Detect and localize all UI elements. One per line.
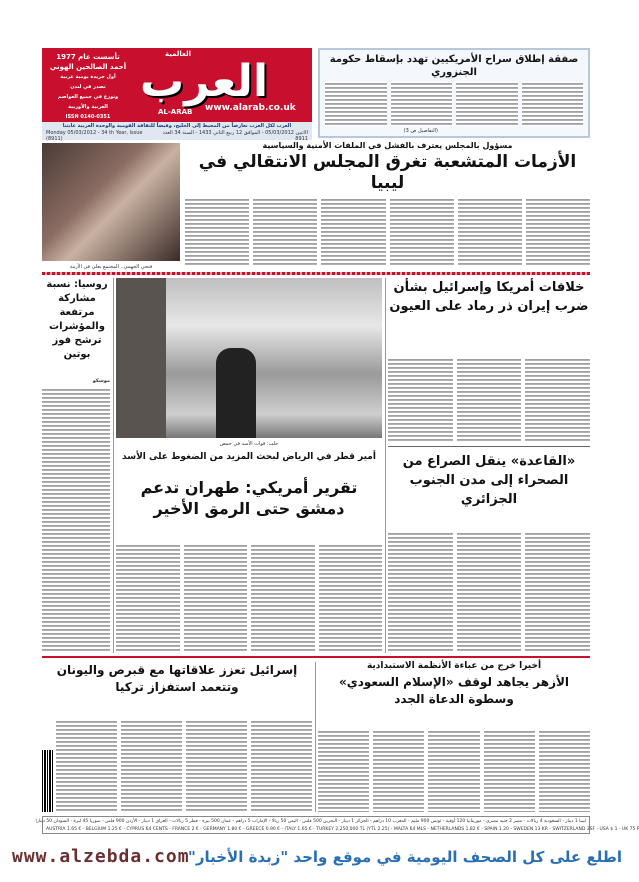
azhar-headline[interactable]: الأزهر يجاهد لوقف «الإسلام السعودي» وسطوة الدعاة الجدد bbox=[338, 675, 570, 706]
qaeda-headline[interactable]: «القاعدة» ينقل الصراع من الصحراء إلى مدن الجنوب الجزائري bbox=[402, 454, 576, 507]
russia-headline[interactable]: روسيا: نسبة مشاركة مرتفعة والمؤشرات ترشح فوز بوتين bbox=[46, 279, 108, 360]
qaeda-body bbox=[388, 532, 590, 653]
street-photo bbox=[116, 278, 382, 438]
logo-subtitle: العالمية bbox=[165, 50, 192, 58]
azhar-body bbox=[318, 730, 590, 812]
israel-headline[interactable]: إسرائيل تعزز علاقاتها مع قبرص واليونان وتتعمد استفزاز تركيا bbox=[56, 663, 298, 694]
divider bbox=[42, 272, 590, 275]
column-rule bbox=[315, 662, 316, 812]
azhar-kicker: أخيرا خرج من عباءة الأنظمة الاستبدادية bbox=[366, 661, 542, 671]
newspaper-logo: العرب bbox=[140, 56, 269, 107]
photo-caption: فتحي الجهمي.. المجتمع يغلي في الأزمة bbox=[69, 264, 153, 270]
iran-headline[interactable]: خلافات أمريكا وإسرائيل بشأن ضرب إيران ذر رماد على العيون bbox=[389, 280, 589, 314]
top-story-headline[interactable]: صفقة إطلاق سراح الأمريكيين تهدد بإسقاط حكومة الجنزوري bbox=[329, 54, 579, 78]
iran-body bbox=[388, 358, 590, 442]
syria-kicker: أمير قطر في الرياض لبحث المزيد من الضغوط على الأسد bbox=[122, 452, 376, 462]
barcode bbox=[42, 750, 54, 812]
column-rule bbox=[113, 278, 114, 653]
russia-body bbox=[42, 388, 110, 653]
founding-info: تأسست عام 1977 أحمد الصالحين الهوني أول جريدة يومية عربية تصدر في لندن وتوزع في جميع العواصم العربية والأوربية ISSN 0140-0351 bbox=[49, 53, 127, 120]
column-rule bbox=[385, 278, 386, 653]
top-story-box bbox=[318, 48, 590, 138]
israel-body bbox=[56, 720, 312, 812]
fighter-silhouette bbox=[216, 348, 256, 438]
syria-headline[interactable]: تقرير أمريكي: طهران تدعم دمشق حتى الرمق الأخير bbox=[140, 478, 358, 518]
price-strip: ليبيا 1 دينار - السعودية 4 ريالات - مصر 2 جنيه مصري - موريتانيا 120 أوقية - تونس 900 مليم - المغرب 10 دراهم - الجزائر 1 دينار - البحرين 500 فلس - اليمن 50 ريالا - الإمارات 5 دراهم - عمان 500 بيزة - قطر 5 ريالات - العراق 1 دينار - الأردن 900 فلس - سوريا 45 ليرة - السودان 50 دينارا AUSTRIA 1.65 € - BELGIUM 1.25 € - CYPRUS 64 CENTS - FRANCE 2 € - GERMANY 1.80 € - GREECE 0.90 € - ITALY 1.65 € - TURKEY 2,250,000 TL (YTL 2.25) - MALTA 64 MLS - NETHERLANDS 1.82 € - SPAIN 1.20 - SWEDEN 13 KR - SWITZERLAND 3SF - USA $ 1 - UK 75 P bbox=[42, 816, 590, 834]
details-link[interactable]: (التفاصيل ص 3) bbox=[403, 128, 438, 134]
date-bar: العرب لكل العرب تعارضاً من المحيط إلى الخليج، وفيضاً للثقافة القومية والوحدة العربية غايتنا Monday 05/03/2012 - 34 th Year, Issue (8911) الاثنين 05/03/2012 - الموافق 12 ربيع الثاني 1433 - السنة 34 العدد 8911 bbox=[42, 122, 312, 140]
lead-body bbox=[185, 198, 590, 266]
lead-headline[interactable]: الأزمات المتشعبة تغرق المجلس الانتقالي في ليبيا bbox=[198, 152, 577, 193]
syria-body bbox=[116, 544, 382, 653]
photo-caption: حلب: قوات الأسد في حمص bbox=[219, 441, 279, 447]
lead-kicker: مسؤول بالمجلس يعترف بالفشل في الملفات الأمنية والسياسية bbox=[262, 141, 513, 150]
divider bbox=[388, 446, 590, 447]
alzebda-link[interactable]: www.alzebda.com bbox=[12, 846, 190, 867]
promo-text[interactable]: اطلع على كل الصحف اليومية في موقع واحد "زبدة الأخبار" bbox=[188, 848, 622, 866]
website-link[interactable]: www.alarab.co.uk bbox=[205, 103, 296, 113]
latin-name: AL-ARAB bbox=[158, 108, 193, 116]
divider bbox=[42, 656, 590, 658]
building-shadow bbox=[116, 278, 166, 438]
russia-dateline: موسكو bbox=[92, 378, 110, 384]
lead-photo bbox=[42, 143, 180, 261]
